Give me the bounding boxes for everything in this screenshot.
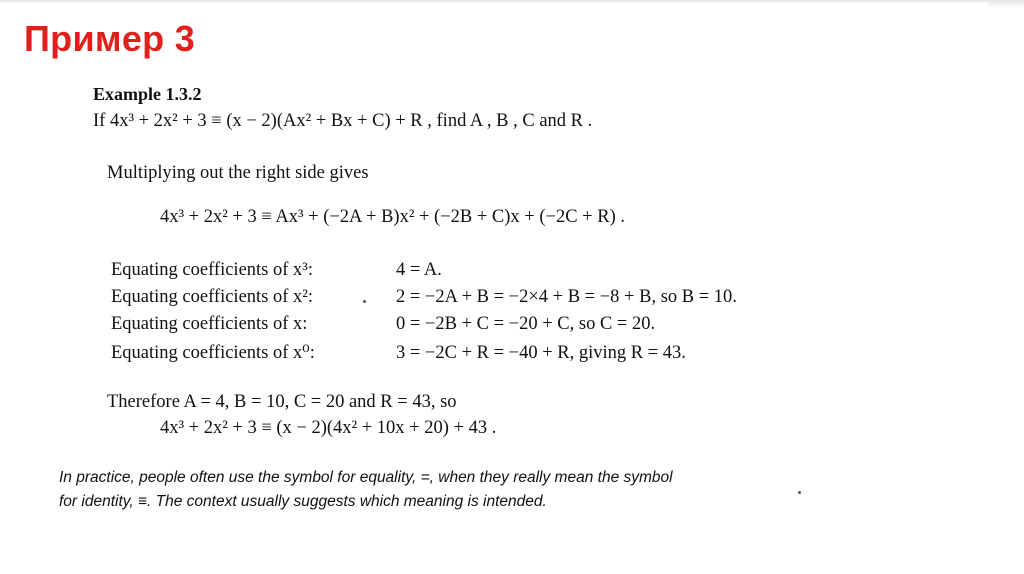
example-heading: Example 1.3.2 [93, 84, 202, 104]
final-identity: 4x³ + 2x² + 3 ≡ (x − 2)(4x² + 10x + 20) + 43 . [160, 418, 497, 438]
note-line: In practice, people often use the symbol for equality, =, when they really mean the symbol [59, 469, 673, 486]
scan-speck [363, 300, 366, 303]
problem-statement: If 4x³ + 2x² + 3 ≡ (x − 2)(Ax² + Bx + C) + R , find A , B , C and R . [93, 111, 593, 131]
coefficient-row [111, 314, 655, 334]
coefficient-label: Equating coefficients of x²: [111, 287, 313, 307]
coefficient-row [111, 343, 686, 363]
slide-title: Пример 3 [24, 18, 196, 59]
coefficient-label: Equating coefficients of x⁰: [111, 343, 315, 363]
coefficient-label: Equating coefficients of x³: [111, 260, 313, 280]
scan-speck [798, 491, 801, 494]
expansion-equation: 4x³ + 2x² + 3 ≡ Ax³ + (−2A + B)x² + (−2B + C)x + (−2C + R) . [160, 207, 625, 227]
coefficient-row [111, 260, 442, 280]
coefficient-row [111, 287, 737, 307]
coefficient-equation: 3 = −2C + R = −40 + R, giving R = 43. [396, 343, 686, 363]
slide-top-border [0, 0, 1024, 2]
coefficient-equation: 0 = −2B + C = −20 + C, so C = 20. [396, 314, 656, 334]
note-line: for identity, ≡. The context usually suggests which meaning is intended. [59, 493, 547, 511]
identity-note [59, 466, 879, 514]
conclusion-text: Therefore A = 4, B = 10, C = 20 and R = 43, so [107, 392, 457, 412]
coefficient-equation: 2 = −2A + B = −2×4 + B = −8 + B, so B = 10. [396, 287, 737, 307]
coefficient-equation: 4 = A. [396, 260, 442, 280]
intro-text: Multiplying out the right side gives [107, 163, 369, 183]
coefficient-label: Equating coefficients of x: [111, 314, 308, 334]
slide-corner-shadow [988, 0, 1024, 8]
